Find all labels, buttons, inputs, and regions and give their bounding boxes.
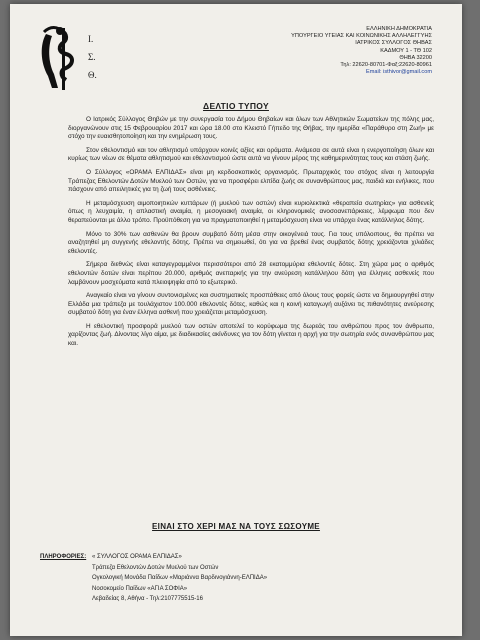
info-line: Ογκολογική Μονάδα Παίδων «Μαριάννα Βαρδινογιάννη-ΕΛΠΙΔΑ» [92,575,268,581]
letterhead-address: ΚΑΔΜΟΥ 1 - ΤΘ 102 [380,47,432,54]
document-body [68,116,434,354]
info-label: ΠΛΗΡΟΦΟΡΙΕΣ: [40,554,87,560]
letterhead [162,26,432,76]
logo-letter: Θ. [88,70,97,80]
paragraph: Η μεταμόσχευση αιμοποιητικών κυττάρων (ή μυελού των οστών) είναι κυριολεκτικά «θεραπεία σωτηρίας» για ασθενείς όπως η λευχαιμία, η απλαστική αναιμία, η μεσογειακή αναιμία, οι κληρονομικές ανοσοανεπάρκειες, λέμφωμα που δεν θεραπεύονται με άλλο τρόπο. Προϋπόθεση για να πραγματοποιηθεί η μεταμόσχευση είναι να υπάρχει ένας κατάλληλος δότης. [68,199,434,224]
asclepius-staff-icon [36,22,124,94]
document-title: ΔΕΛΤΙΟ ΤΥΠΟΥ [203,101,269,111]
info-line: Νοσοκομείο Παίδων «ΑΓΙΑ ΣΟΦΙΑ» [92,585,188,592]
letterhead-phone: Τηλ: 22620-80701-Φαξ:22620-80961 [340,62,432,69]
paragraph: Η εθελοντική προσφορά μυελού των οστών αποτελεί το κορύφωμα της δωρεάς του ανθρώπου προς τον άνθρωπο, χαρίζοντας ζωή. Δίνοντας λίγο αίμα, με διαδικασίες ακίνδυνες για τον δότη γίνεται η αρχή για την σωτηρία ενός συνανθρώπου μας και. [68,322,434,348]
paragraph: Σήμερα διεθνώς είναι καταγεγραμμένοι περισσότεροι από 28 εκατομμύρια εθελοντές δότες. Στη χώρα μας ο αριθμός εθελοντών δοτών είναι περίπου 20.000, αριθμός ανεπαρκής για την ανεύρεση κατάλληλου δότη για έλληνες ασθενείς που λαμβάνουν μοσχεύματα κατά πλειοψηφία από το εξωτερικό. [68,261,434,286]
slogan: ΕΙΝΑΙ ΣΤΟ ΧΕΡΙ ΜΑΣ ΝΑ ΤΟΥΣ ΣΩΣΟΥΜΕ [152,522,320,531]
info-lines [92,552,322,605]
press-release-page [10,4,462,636]
medical-association-logo [36,22,124,94]
paragraph: Ο Ιατρικός Σύλλογος Θηβών με την συνεργασία του Δήμου Θηβαίων και όλων των Αθλητικών Σωματείων της πόλης μας, διοργανώνουν στις 15 Φεβρουαρίου 2017 και ώρα 18.00 στο Κλειστό Γήπεδο της Θήβας, την ημερίδα «Παράθυρο στη Ζωή» με στόχο την ευαισθητοποίηση και την ενημέρωση τους. [68,116,434,141]
paragraph: Αναγκαίο είναι να γίνουν συντονισμένες και συστηματικές προσπάθειες από όλους τους φορείς ώστε να δημιουργηθεί στην Ελλάδα μια τράπεζα με τουλάχιστον 100.000 εθελοντές δότες, καθώς και η κοινή καταγωγή αυξάνει τις πιθανότητες ανεύρεσης συμβατού δότη για έναν έλληνα ασθενή που χρειάζεται μεταμόσχευση. [68,292,434,317]
info-line: « ΣΥΛΛΟΓΟΣ ΟΡΑΜΑ ΕΛΠΙΔΑΣ» [92,554,182,560]
letterhead-country: ΕΛΛΗΝΙΚΗ ΔΗΜΟΚΡΑΤΙΑ [366,26,432,32]
letterhead-email: Email: isthivor@gmail.com [366,69,432,76]
logo-letter: Σ. [88,52,96,62]
letterhead-ministry: ΥΠΟΥΡΓΕΙΟ ΥΓΕΙΑΣ ΚΑΙ ΚΟΙΝΩΝΙΚΗΣ ΑΛΛΗΛΕΓΓΥΗΣ [291,33,432,40]
paragraph: Μόνο το 30% των ασθενών θα βρουν συμβατό δότη μέσα στην οικογένειά τους. Για τους υπόλοιπους, θα πρέπει να αναζητηθεί μη συγγενής εθελοντής δότης. Πρέπει να σημειωθεί, ότι για να βρεθεί ένας συμβατός δότης χρειάζονται χιλιάδες εθελοντές. [68,230,434,255]
letterhead-city: ΘΗΒΑ 32200 [399,54,432,61]
logo-letter: Ι. [88,34,94,44]
info-line: Λεβαδείας 8, Αθήνα - Τηλ:2107775515-16 [92,596,203,602]
letterhead-association: ΙΑΤΡΙΚΟΣ ΣΥΛΛΟΓΟΣ ΘΗΒΑΣ [355,40,432,47]
info-line: Τράπεζα Εθελοντών Δοτών Μυελού των Οστών [92,564,219,571]
paragraph: Ο Σύλλογος «ΟΡΑΜΑ ΕΛΠΙΔΑΣ» είναι μη κερδοσκοπικός οργανισμός. Πρωταρχικός του στόχος είναι η λειτουργία Τράπεζας Εθελοντών Δοτών Μυελού των Οστών, για να προσφέρει ελπίδα ζωής σε συνανθρώπους μας, παιδιά και ενήλικες, που πάσχουν από απειλητικές για τη ζωή τους ασθένειες. [68,168,434,194]
paragraph: Στον εθελοντισμό και τον αθλητισμό υπάρχουν κοινές αξίες και οράματα. Ανάμεσα σε αυτά είναι η ενεργοποίηση όλων και κυρίως των νέων σε θέματα αθλητισμού και εθελοντισμού ώστε αυτά να γίνουν μέρος της καθημερινότητας τους και στάση ζωής. [68,146,434,163]
